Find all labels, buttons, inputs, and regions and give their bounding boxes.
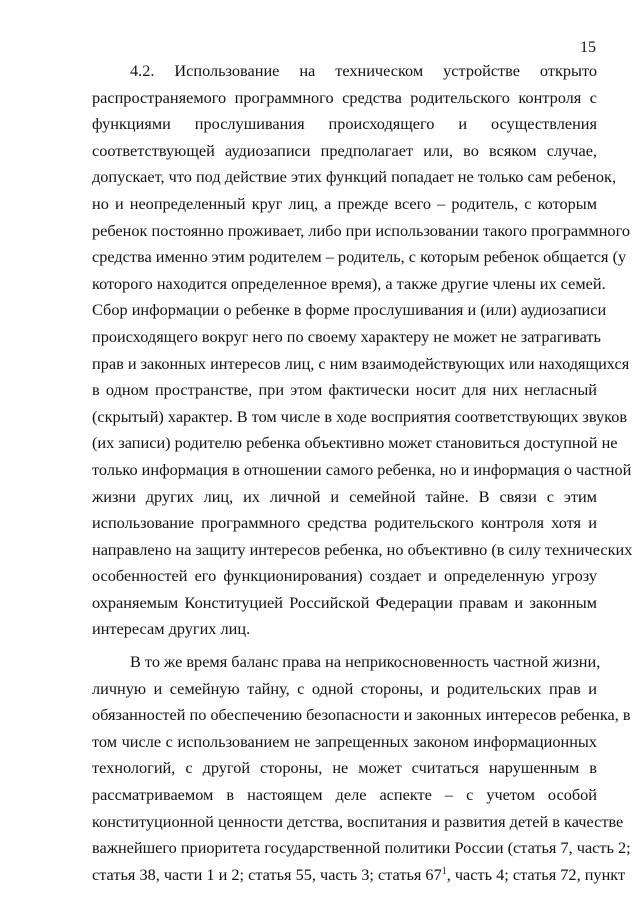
text-fragment: , часть 4; статья 72, пункт bbox=[446, 864, 626, 884]
text-line: ребенок постоянно проживает, либо при использовании такого программного bbox=[92, 220, 630, 240]
text-line: направлено на защиту интересов ребенка, но объективно (в силу технических bbox=[92, 539, 633, 559]
text-line: функциями прослушивания происходящего и осуществления bbox=[92, 114, 597, 134]
text-line: конституционной ценности детства, воспитания и развития детей в качестве bbox=[92, 811, 624, 831]
text-line: интересам других лиц. bbox=[92, 619, 251, 639]
text-line: технологий, с другой стороны, не может считаться нарушенным в bbox=[92, 758, 597, 778]
page-number: 15 bbox=[580, 39, 596, 56]
text-line: (их записи) родителю ребенка объективно может становиться доступной не bbox=[92, 433, 618, 453]
text-line: только информация в отношении самого ребенка, но и информация о частной bbox=[92, 459, 632, 479]
text-line: соответствующей аудиозаписи предполагает или, во всяком случае, bbox=[92, 140, 597, 160]
text-fragment: статья 38, части 1 и 2; статья 55, часть 3; статья 67 bbox=[92, 864, 442, 884]
text-line: 4.2. Использование на техническом устройстве открыто bbox=[130, 61, 597, 80]
text-line: охраняемым Конституцией Российской Федерации правам и законным bbox=[92, 592, 597, 612]
text-line: использование программного средства родительского контроля хотя и bbox=[92, 513, 597, 533]
paragraph-balance bbox=[92, 649, 631, 888]
text-line: средства именно этим родителем – родитель, с которым ребенок общается (у bbox=[92, 247, 627, 267]
text-line: личную и семейную тайну, с одной стороны, и родительских прав и bbox=[92, 678, 597, 698]
text-line: Сбор информации о ребенке в форме прослушивания и (или) аудиозаписи bbox=[92, 300, 607, 320]
paragraph-4-2 bbox=[92, 58, 633, 643]
text-line: (скрытый) характер. В том числе в ходе восприятия соответствующих звуков bbox=[92, 406, 628, 426]
text-line: В то же время баланс права на неприкосновенность частной жизни, bbox=[130, 652, 601, 672]
text-line-with-footnote bbox=[92, 862, 626, 889]
text-line: но и неопределенный круг лиц, а прежде всего – родитель, с которым bbox=[92, 193, 597, 213]
text-line: прав и законных интересов лиц, с ним взаимодействующих или находящихся bbox=[92, 353, 630, 373]
text-line: обязанностей по обеспечению безопасности и законных интересов ребенка, в bbox=[92, 705, 631, 725]
text-line: рассматриваемом в настоящем деле аспекте – с учетом особой bbox=[92, 785, 597, 805]
text-line: которого находится определенное время), а также другие члены их семей. bbox=[92, 273, 606, 293]
text-line: важнейшего приоритета государственной политики России (статья 7, часть 2; bbox=[92, 838, 631, 858]
text-line: происходящего вокруг него по своему характеру не может не затрагивать bbox=[92, 326, 601, 346]
text-line: жизни других лиц, их личной и семейной тайне. В связи с этим bbox=[92, 486, 597, 506]
footnote-superscript: 1 bbox=[441, 865, 447, 877]
text-line: особенностей его функционирования) создает и определенную угрозу bbox=[92, 566, 597, 586]
text-line: распространяемого программного средства родительского контроля с bbox=[92, 87, 597, 107]
text-line: том числе с использованием не запрещенных законом информационных bbox=[92, 731, 597, 751]
text-line: в одном пространстве, при этом фактически носит для них негласный bbox=[92, 380, 597, 400]
text-line: допускает, что под действие этих функций попадает не только сам ребенок, bbox=[92, 167, 617, 187]
document-body bbox=[92, 58, 633, 888]
